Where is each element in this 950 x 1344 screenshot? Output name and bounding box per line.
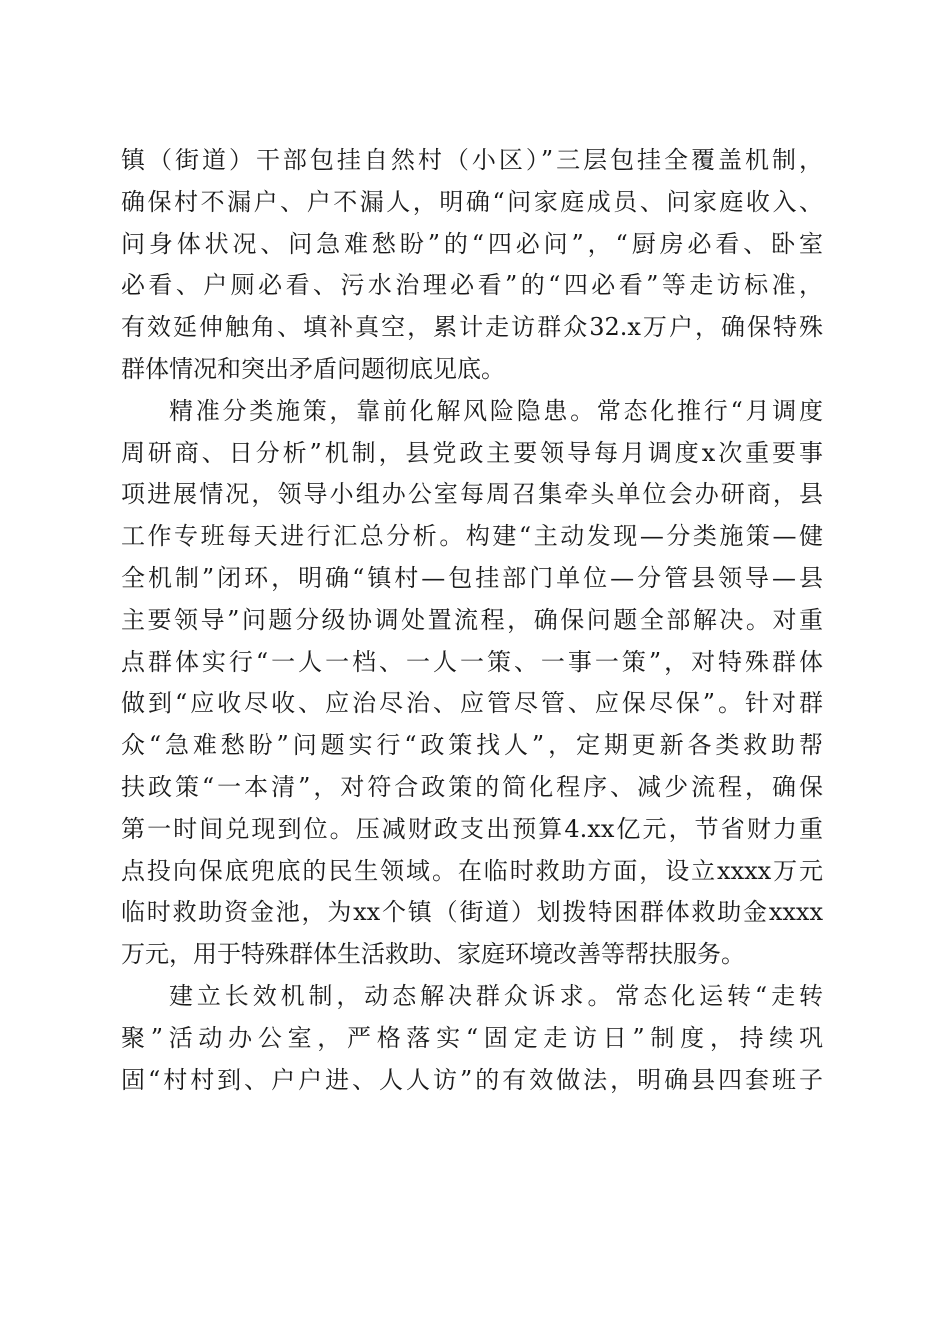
text-line: 临时救助资金池，为xx个镇（街道）划拨特困群体救助金xxxx [121,898,823,927]
text-line: 固“村村到、户户进、人人访”的有效做法，明确县四套班子 [121,1065,823,1094]
text-line: 群体情况和突出矛盾问题彻底见底。 [121,354,505,383]
paragraph-1 [121,140,823,391]
text-line: 建立长效机制，动态解决群众诉求。常态化运转“走转 [169,981,823,1010]
document-body [121,140,823,1101]
paragraph-2 [121,391,823,976]
text-line: 点投向保底兜底的民生领域。在临时救助方面，设立xxxx万元 [121,856,823,885]
text-line: 必看、户厕必看、污水治理必看”的“四必看”等走访标准， [121,271,823,300]
text-line: 确保村不漏户、户不漏人，明确“问家庭成员、问家庭收入、 [121,187,823,216]
text-line: 做到“应收尽收、应治尽治、应管尽管、应保尽保”。针对群 [121,689,823,718]
text-line: 周研商、日分析”机制，县党政主要领导每月调度x次重要事 [121,438,823,467]
text-line: 扶政策“一本清”，对符合政策的简化程序、减少流程，确保 [121,772,823,801]
text-line: 主要领导”问题分级协调处置流程，确保问题全部解决。对重 [121,605,823,634]
text-line: 有效延伸触角、填补真空，累计走访群众32.x万户，确保特殊 [121,313,823,342]
text-line: 精准分类施策，靠前化解风险隐患。常态化推行“月调度 [169,396,823,425]
text-line: 全机制”闭环，明确“镇村—包挂部门单位—分管县领导—县 [121,563,823,592]
text-line: 问身体状况、问急难愁盼”的“四必问”，“厨房必看、卧室 [121,229,823,258]
text-line: 镇（街道）干部包挂自然村（小区）”三层包挂全覆盖机制， [121,146,823,174]
text-line: 第一时间兑现到位。压减财政支出预算4.xx亿元，节省财力重 [121,814,823,843]
text-line: 聚”活动办公室，严格落实“固定走访日”制度，持续巩 [121,1023,823,1052]
text-line: 众“急难愁盼”问题实行“政策找人”，定期更新各类救助帮 [121,731,823,760]
text-line: 项进展情况，领导小组办公室每周召集牵头单位会办研商，县 [121,480,823,509]
text-line: 万元，用于特殊群体生活救助、家庭环境改善等帮扶服务。 [121,940,745,969]
paragraph-3 [121,976,823,1101]
text-line: 点群体实行“一人一档、一人一策、一事一策”，对特殊群体 [121,647,823,676]
text-line: 工作专班每天进行汇总分析。构建“主动发现—分类施策—健 [121,522,823,551]
